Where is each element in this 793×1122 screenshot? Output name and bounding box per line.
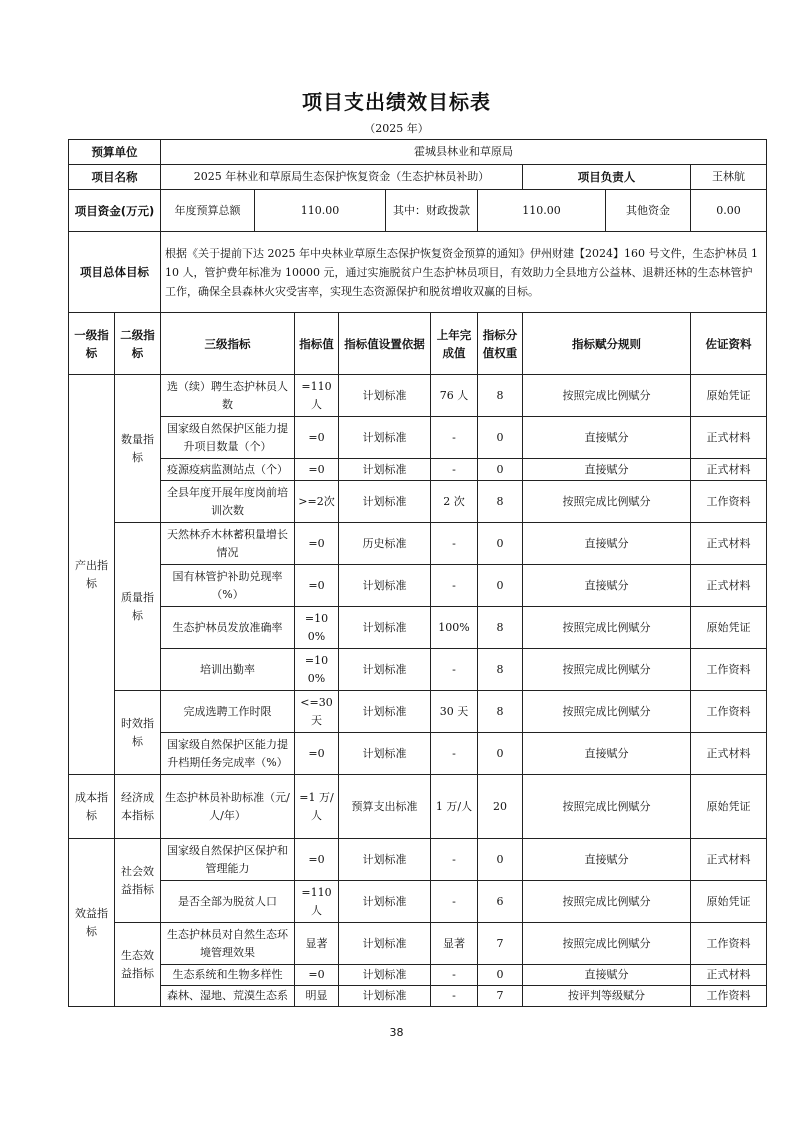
indicator-evidence: 工作资料 [691, 481, 767, 523]
page-title: 项目支出绩效目标表 [302, 90, 491, 114]
indicator-evidence: 正式材料 [691, 839, 767, 881]
indicator-basis: 计划标准 [339, 607, 431, 649]
indicator-last: 1 万/人 [431, 775, 478, 839]
indicator-name: 国家级自然保护区能力提升档期任务完成率（%） [161, 733, 295, 775]
indicator-last: 100% [431, 607, 478, 649]
indicator-rule: 直接赋分 [523, 523, 691, 565]
indicator-value: =0 [295, 733, 339, 775]
indicator-weight: 20 [478, 775, 523, 839]
indicator-evidence: 原始凭证 [691, 775, 767, 839]
indicator-value: 显著 [295, 923, 339, 965]
indicator-last: - [431, 649, 478, 691]
indicator-rule: 直接赋分 [523, 565, 691, 607]
indicator-last: - [431, 965, 478, 986]
year-label: （2025 年） [364, 122, 429, 135]
indicator-basis: 计划标准 [339, 881, 431, 923]
indicator-value: =0 [295, 523, 339, 565]
indicator-evidence: 工作资料 [691, 691, 767, 733]
indicator-evidence: 工作资料 [691, 986, 767, 1007]
indicator-evidence: 原始凭证 [691, 375, 767, 417]
indicator-weight: 6 [478, 881, 523, 923]
indicator-evidence: 正式材料 [691, 733, 767, 775]
indicator-rule: 直接赋分 [523, 733, 691, 775]
indicator-name: 培训出勤率 [161, 649, 295, 691]
indicator-name: 生态护林员发放准确率 [161, 607, 295, 649]
indicator-evidence: 工作资料 [691, 923, 767, 965]
indicator-weight: 7 [478, 923, 523, 965]
category-quality: 质量指标 [115, 523, 161, 691]
indicator-value: 明显 [295, 986, 339, 1007]
indicator-weight: 7 [478, 986, 523, 1007]
indicator-basis: 计划标准 [339, 481, 431, 523]
indicator-evidence: 正式材料 [691, 965, 767, 986]
col-value-basis: 指标值设置依据 [339, 313, 431, 375]
category-output: 产出指标 [69, 375, 115, 775]
overall-goal-text: 根据《关于提前下达 2025 年中央林业草原生态保护恢复资金预算的通知》伊州财建【2024】160 号文件，生态护林员 110 人，管护费年标准为 10000 元，通过实施脱贫户生态护林员项目，有效助力全县地方公益林、退耕还林的生态林管护工作，确保全县森林火灾受害率，实现生态资源保护和脱贫增收双赢的目标。 [161, 232, 767, 313]
indicator-last: 显著 [431, 923, 478, 965]
indicator-name: 生态系统和生物多样性 [161, 965, 295, 986]
indicator-basis: 计划标准 [339, 417, 431, 459]
indicator-last: 2 次 [431, 481, 478, 523]
annual-budget-label: 年度预算总额 [161, 190, 255, 232]
indicator-last: - [431, 459, 478, 481]
project-name-label: 项目名称 [69, 165, 161, 190]
project-name-value: 2025 年林业和草原局生态保护恢复资金（生态护林员补助） [161, 165, 523, 190]
indicator-rule: 按照完成比例赋分 [523, 607, 691, 649]
indicator-rule: 按照完成比例赋分 [523, 691, 691, 733]
indicator-weight: 0 [478, 417, 523, 459]
indicator-weight: 8 [478, 607, 523, 649]
indicator-name: 疫源疫病监测站点（个） [161, 459, 295, 481]
indicator-evidence: 正式材料 [691, 417, 767, 459]
indicator-last: 30 天 [431, 691, 478, 733]
indicator-value: =0 [295, 459, 339, 481]
indicator-last: - [431, 523, 478, 565]
indicator-basis: 计划标准 [339, 839, 431, 881]
indicator-rule: 直接赋分 [523, 839, 691, 881]
indicator-rule: 直接赋分 [523, 417, 691, 459]
indicator-evidence: 工作资料 [691, 649, 767, 691]
indicator-weight: 0 [478, 523, 523, 565]
other-funds-value: 0.00 [691, 190, 767, 232]
indicator-name: 国家级自然保护区能力提升项目数量（个） [161, 417, 295, 459]
indicator-name: 森林、湿地、荒漠生态系 [161, 986, 295, 1007]
col-level2: 二级指标 [115, 313, 161, 375]
indicator-rule: 按照完成比例赋分 [523, 881, 691, 923]
performance-table [68, 139, 767, 1007]
indicator-rule: 按照完成比例赋分 [523, 775, 691, 839]
fiscal-label: 其中：财政拨款 [386, 190, 478, 232]
category-quantity: 数量指标 [115, 375, 161, 523]
other-funds-label: 其他资金 [606, 190, 691, 232]
indicator-weight: 0 [478, 733, 523, 775]
indicator-rule: 直接赋分 [523, 459, 691, 481]
indicator-last: - [431, 417, 478, 459]
indicator-basis: 计划标准 [339, 965, 431, 986]
indicator-last: - [431, 986, 478, 1007]
indicator-rule: 按照完成比例赋分 [523, 923, 691, 965]
indicator-last: - [431, 839, 478, 881]
indicator-last: - [431, 565, 478, 607]
indicator-basis: 计划标准 [339, 733, 431, 775]
indicator-evidence: 正式材料 [691, 565, 767, 607]
indicator-last: - [431, 733, 478, 775]
category-cost: 成本指标 [69, 775, 115, 839]
indicator-basis: 历史标准 [339, 523, 431, 565]
indicator-basis: 计划标准 [339, 986, 431, 1007]
indicator-basis: 预算支出标准 [339, 775, 431, 839]
col-scoring-rule: 指标赋分规则 [523, 313, 691, 375]
indicator-value: =0 [295, 565, 339, 607]
overall-goal-label: 项目总体目标 [69, 232, 161, 313]
category-timeliness: 时效指标 [115, 691, 161, 775]
col-evidence: 佐证资料 [691, 313, 767, 375]
indicator-evidence: 原始凭证 [691, 607, 767, 649]
col-indicator-value: 指标值 [295, 313, 339, 375]
indicator-rule: 按照完成比例赋分 [523, 481, 691, 523]
indicator-evidence: 原始凭证 [691, 881, 767, 923]
indicator-name: 完成选聘工作时限 [161, 691, 295, 733]
budget-unit-value: 霍城县林业和草原局 [161, 140, 767, 165]
category-social: 社会效益指标 [115, 839, 161, 923]
indicator-value: =1 万/人 [295, 775, 339, 839]
indicator-basis: 计划标准 [339, 375, 431, 417]
indicator-basis: 计划标准 [339, 691, 431, 733]
indicator-value: =0 [295, 417, 339, 459]
indicator-weight: 0 [478, 459, 523, 481]
indicator-weight: 8 [478, 481, 523, 523]
indicator-last: 76 人 [431, 375, 478, 417]
indicator-name: 天然林乔木林蓄积量增长情况 [161, 523, 295, 565]
indicator-rule: 按照完成比例赋分 [523, 375, 691, 417]
indicator-weight: 8 [478, 649, 523, 691]
indicator-name: 全县年度开展年度岗前培训次数 [161, 481, 295, 523]
category-eco: 生态效益指标 [115, 923, 161, 1007]
indicator-weight: 8 [478, 691, 523, 733]
budget-unit-label: 预算单位 [69, 140, 161, 165]
indicator-name: 国家级自然保护区保护和管理能力 [161, 839, 295, 881]
indicator-weight: 0 [478, 565, 523, 607]
category-economic-cost: 经济成本指标 [115, 775, 161, 839]
indicator-basis: 计划标准 [339, 923, 431, 965]
indicator-evidence: 正式材料 [691, 523, 767, 565]
indicator-evidence: 正式材料 [691, 459, 767, 481]
project-leader-value: 王林航 [691, 165, 767, 190]
indicator-value: =110人 [295, 375, 339, 417]
fiscal-value: 110.00 [478, 190, 606, 232]
col-level3: 三级指标 [161, 313, 295, 375]
indicator-basis: 计划标准 [339, 565, 431, 607]
annual-budget-value: 110.00 [255, 190, 386, 232]
col-weight: 指标分值权重 [478, 313, 523, 375]
page-number: 38 [389, 1026, 404, 1039]
indicator-value: >=2次 [295, 481, 339, 523]
project-leader-label: 项目负责人 [523, 165, 691, 190]
indicator-last: - [431, 881, 478, 923]
funds-label: 项目资金(万元) [69, 190, 161, 232]
indicator-weight: 8 [478, 375, 523, 417]
indicator-basis: 计划标准 [339, 649, 431, 691]
indicator-value: =0 [295, 839, 339, 881]
indicator-weight: 0 [478, 839, 523, 881]
indicator-rule: 直接赋分 [523, 965, 691, 986]
indicator-weight: 0 [478, 965, 523, 986]
indicator-name: 生态护林员对自然生态环境管理效果 [161, 923, 295, 965]
indicator-name: 生态护林员补助标准（元/人/年） [161, 775, 295, 839]
col-last-year: 上年完成值 [431, 313, 478, 375]
indicator-rule: 按评判等级赋分 [523, 986, 691, 1007]
category-benefit: 效益指标 [69, 839, 115, 1007]
indicator-value: =110人 [295, 881, 339, 923]
indicator-name: 国有林管护补助兑现率（%） [161, 565, 295, 607]
indicator-value: <=30天 [295, 691, 339, 733]
col-level1: 一级指标 [69, 313, 115, 375]
indicator-name: 选（续）聘生态护林员人数 [161, 375, 295, 417]
indicator-value: =100% [295, 607, 339, 649]
indicator-basis: 计划标准 [339, 459, 431, 481]
indicator-value: =0 [295, 965, 339, 986]
indicator-rule: 按照完成比例赋分 [523, 649, 691, 691]
indicator-name: 是否全部为脱贫人口 [161, 881, 295, 923]
indicator-value: =100% [295, 649, 339, 691]
